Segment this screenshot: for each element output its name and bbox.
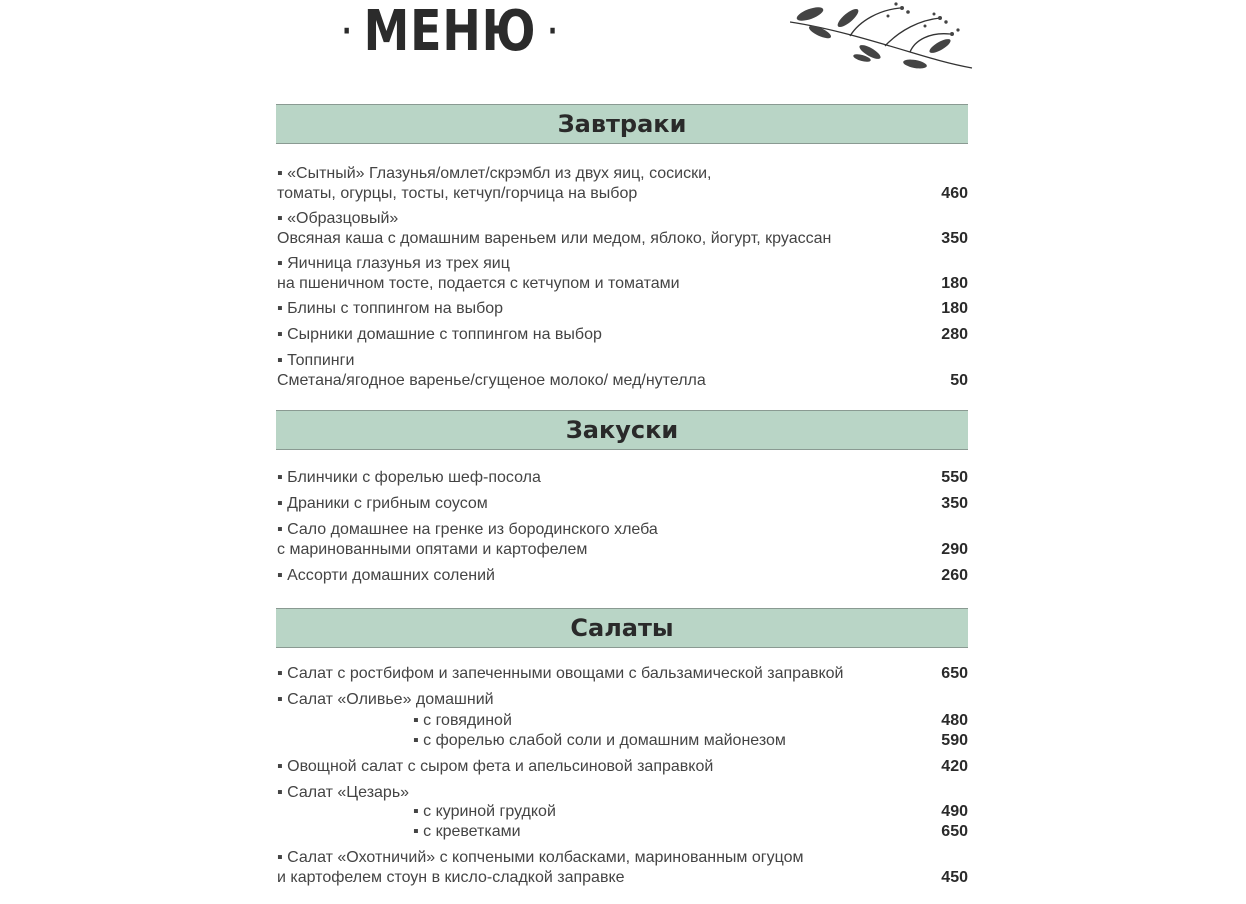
item-line: ▪ Овощной салат с сыром фета и апельсиновой заправкой (277, 758, 714, 775)
menu-item (277, 848, 968, 888)
item-price: 450 (941, 869, 968, 886)
menu-item (277, 783, 968, 803)
item-line: на пшеничном тосте, подается с кетчупом и томатами (277, 275, 680, 292)
item-line: ▪ Ассорти домашних солений (277, 567, 495, 584)
item-line: ▪ Салат «Оливье» домашний (277, 691, 494, 708)
menu-item (277, 164, 968, 204)
item-line: ▪ с куриной грудкой (413, 803, 556, 820)
menu-item (277, 209, 968, 249)
menu-subitem (413, 822, 968, 842)
item-line: ▪ «Сытный» Глазунья/омлет/скрэмбл из двух яиц, сосиски, (277, 165, 712, 182)
section-header-snacks: Закуски (276, 410, 968, 450)
item-line: Овсяная каша с домашним вареньем или медом, яблоко, йогурт, круассан (277, 230, 832, 247)
menu-item (277, 468, 968, 488)
menu-title (342, 0, 558, 64)
menu-subitem (413, 711, 968, 731)
item-line: ▪ Салат «Цезарь» (277, 784, 410, 801)
item-price: 180 (941, 275, 968, 292)
item-price: 260 (941, 567, 968, 584)
item-price: 590 (941, 732, 968, 749)
item-price: 550 (941, 469, 968, 486)
item-line: с маринованными опятами и картофелем (277, 541, 588, 558)
item-price: 480 (941, 712, 968, 729)
section-header-breakfast: Завтраки (276, 104, 968, 144)
item-line: ▪ Салат с ростбифом и запеченными овощами с бальзамической заправкой (277, 665, 844, 682)
item-price: 460 (941, 185, 968, 202)
item-line: ▪ Драники с грибным соусом (277, 495, 488, 512)
title-dot-right: · (547, 13, 558, 49)
menu-item (277, 690, 968, 710)
item-line: ▪ Блинчики с форелью шеф-посола (277, 469, 541, 486)
menu-item (277, 566, 968, 586)
menu-item (277, 494, 968, 514)
item-price: 650 (941, 823, 968, 840)
item-line: ▪ Яичница глазунья из трех яиц (277, 255, 510, 272)
item-price: 420 (941, 758, 968, 775)
title-dot-left: · (342, 13, 353, 49)
item-price: 290 (941, 541, 968, 558)
item-price: 490 (941, 803, 968, 820)
menu-item (277, 664, 968, 684)
item-price: 50 (950, 372, 968, 389)
menu-item (277, 325, 968, 345)
item-price: 350 (941, 230, 968, 247)
item-line: ▪ Блины с топпингом на выбор (277, 300, 504, 317)
menu-subitem (413, 802, 968, 822)
menu-item (277, 254, 968, 294)
item-price: 180 (941, 300, 968, 317)
menu-item (277, 299, 968, 319)
item-line: ▪ Топпинги (277, 352, 355, 369)
menu-item (277, 520, 968, 560)
leaf-branch-icon (790, 0, 975, 72)
item-line: ▪ Сырники домашние с топпингом на выбор (277, 326, 602, 343)
item-price: 350 (941, 495, 968, 512)
section-header-salads: Салаты (276, 608, 968, 648)
item-line: ▪ Сало домашнее на гренке из бородинского хлеба (277, 521, 658, 538)
item-line: и картофелем стоун в кисло-сладкой заправке (277, 869, 625, 886)
menu-item (277, 351, 968, 391)
item-line: ▪ с говядиной (413, 712, 512, 729)
item-line: ▪ с креветками (413, 823, 521, 840)
menu-title-text: МЕНЮ (363, 0, 537, 64)
item-price: 650 (941, 665, 968, 682)
menu-subitem (413, 731, 968, 751)
item-line: Сметана/ягодное варенье/сгущеное молоко/ мед/нутелла (277, 372, 706, 389)
menu-item (277, 757, 968, 777)
item-line: томаты, огурцы, тосты, кетчуп/горчица на выбор (277, 185, 638, 202)
item-line: ▪ Салат «Охотничий» с копчеными колбасками, маринованным огуцом (277, 849, 804, 866)
item-price: 280 (941, 326, 968, 343)
item-line: ▪ с форелью слабой соли и домашним майонезом (413, 732, 786, 749)
item-line: ▪ «Образцовый» (277, 210, 399, 227)
